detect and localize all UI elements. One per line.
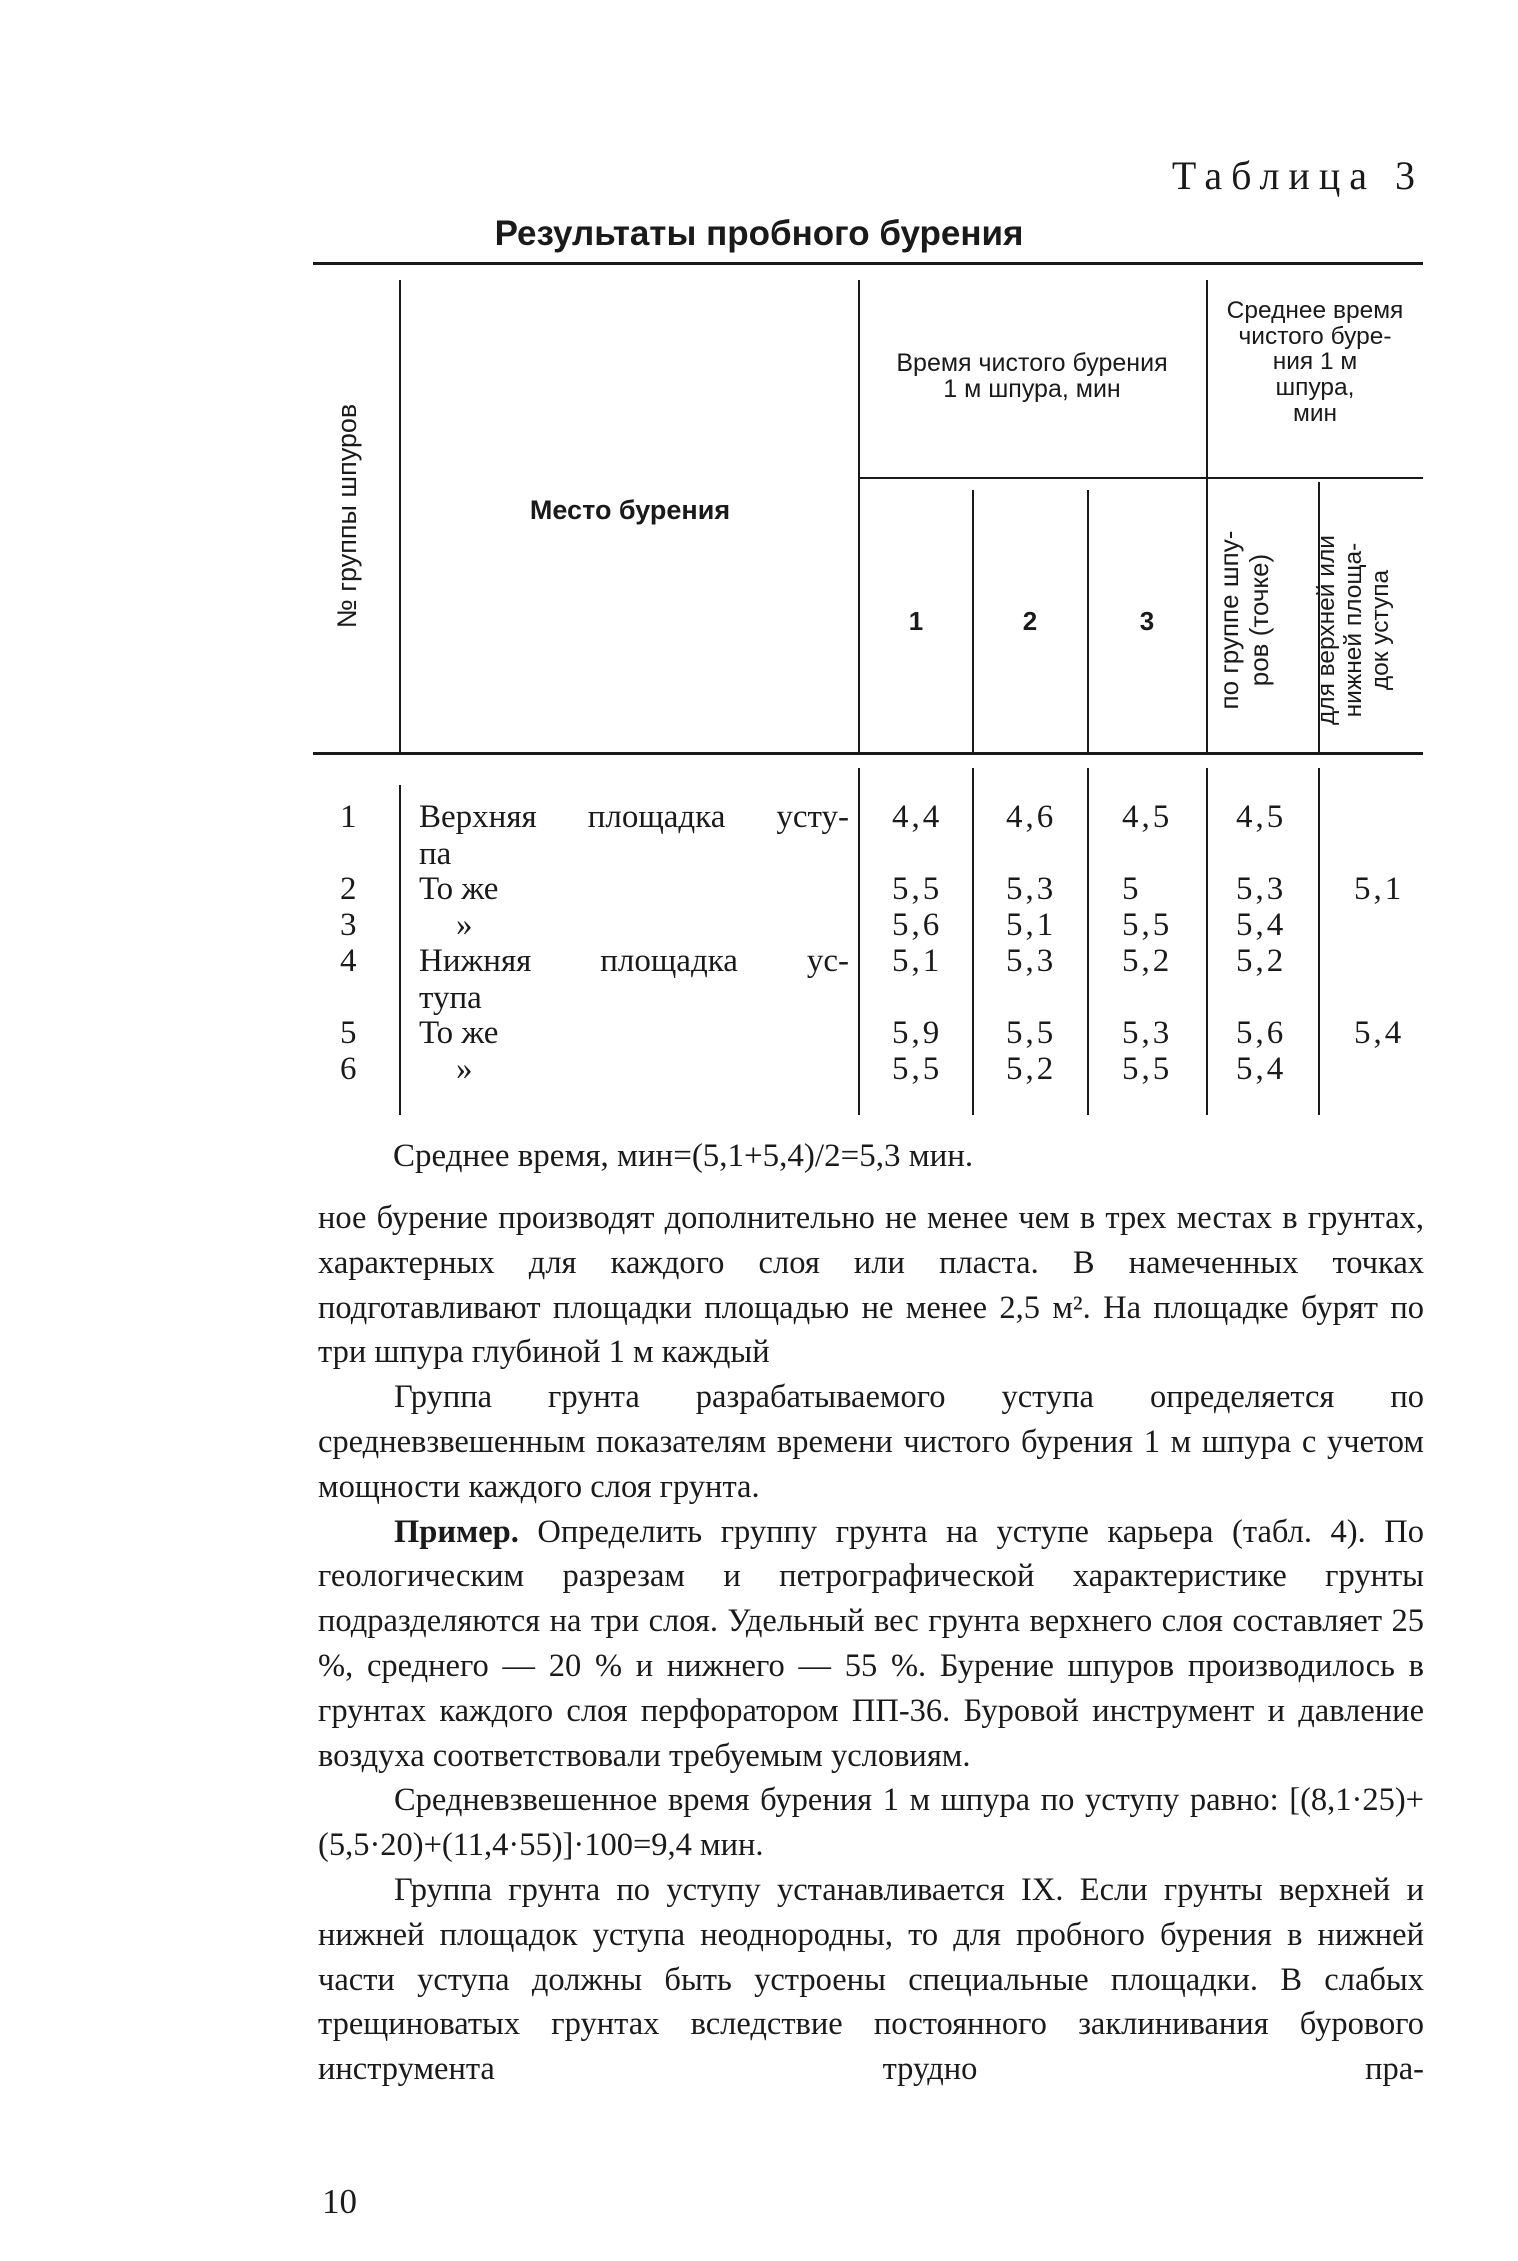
- page-number: 10: [322, 2182, 357, 2221]
- header-time-group: Время чистого бурения 1 м шпура, мин: [896, 349, 1168, 404]
- header-group-number: № группы шпуров: [332, 403, 362, 629]
- header-for-platforms: для верхней или нижней площа- док уступа: [1313, 535, 1394, 725]
- paragraph: ное бурение производят дополнительно не менее чем в трех местах в грунтах, характерных для каждого слоя или пласта. В намеченных точках подготавливают площадки площадью не менее 2,5 м². На площадке бурят по три шпура глубиной 1 м каждый: [318, 1200, 1424, 1371]
- paragraph: Группа грунта разрабатываемого уступа определяется по средневзвешенным показателям времени чистого бурения 1 м шпура с учетом мощности каждого слоя грунта.: [318, 1379, 1424, 1505]
- example-label: Пример.: [394, 1513, 519, 1550]
- header-attempt-1: 1: [908, 606, 924, 636]
- table-top-rule: [313, 262, 1423, 265]
- body-text: [318, 1196, 1424, 2092]
- table-number-label: Таблица 3: [1171, 153, 1424, 198]
- paragraph: Пример. Определить группу грунта на уступе карьера (табл. 4). По геологическим разрезам и петрографической характеристике грунты подразделяются на три слоя. Удельный вес грунта верхнего слоя составляет 25 %, среднего — 20 % и нижнего — 55 %. Бурение шпуров производилось в грунтах каждого слоя перфоратором ПП-36. Буровой инструмент и давление воздуха соответствовали требуемым условиям.: [318, 1513, 1424, 1774]
- header-attempt-2: 2: [1022, 606, 1038, 636]
- header-attempt-3: 3: [1139, 606, 1155, 636]
- paragraph: Группа грунта по уступу устанавливается IX. Если грунты верхней и нижней площадок уступа неоднородны, то для пробного бурения в нижней части уступа должны быть устроены специальные площадки. В слабых трещиноватых грунтах вследствие постоянного заклинивания бурового инструмента трудно пра-: [318, 1871, 1424, 2088]
- header-avg-group: Среднее время чистого буре- ния 1 м шпура, мин: [1226, 297, 1404, 427]
- header-place: Место бурения: [529, 495, 731, 525]
- table-title: Результаты пробного бурения: [494, 214, 1024, 253]
- time-subheader-rule: [858, 477, 1206, 479]
- paragraph: Средневзвешенное время бурения 1 м шпура по уступу равно: [(8,1·25)+(5,5·20)+(11,4·55)]·100=9,4 мин.: [318, 1782, 1424, 1864]
- table-footnote: Среднее время, мин=(5,1+5,4)/2=5,3 мин.: [393, 1138, 974, 1174]
- header-by-group: по группе шпу- ров (точке): [1214, 530, 1274, 710]
